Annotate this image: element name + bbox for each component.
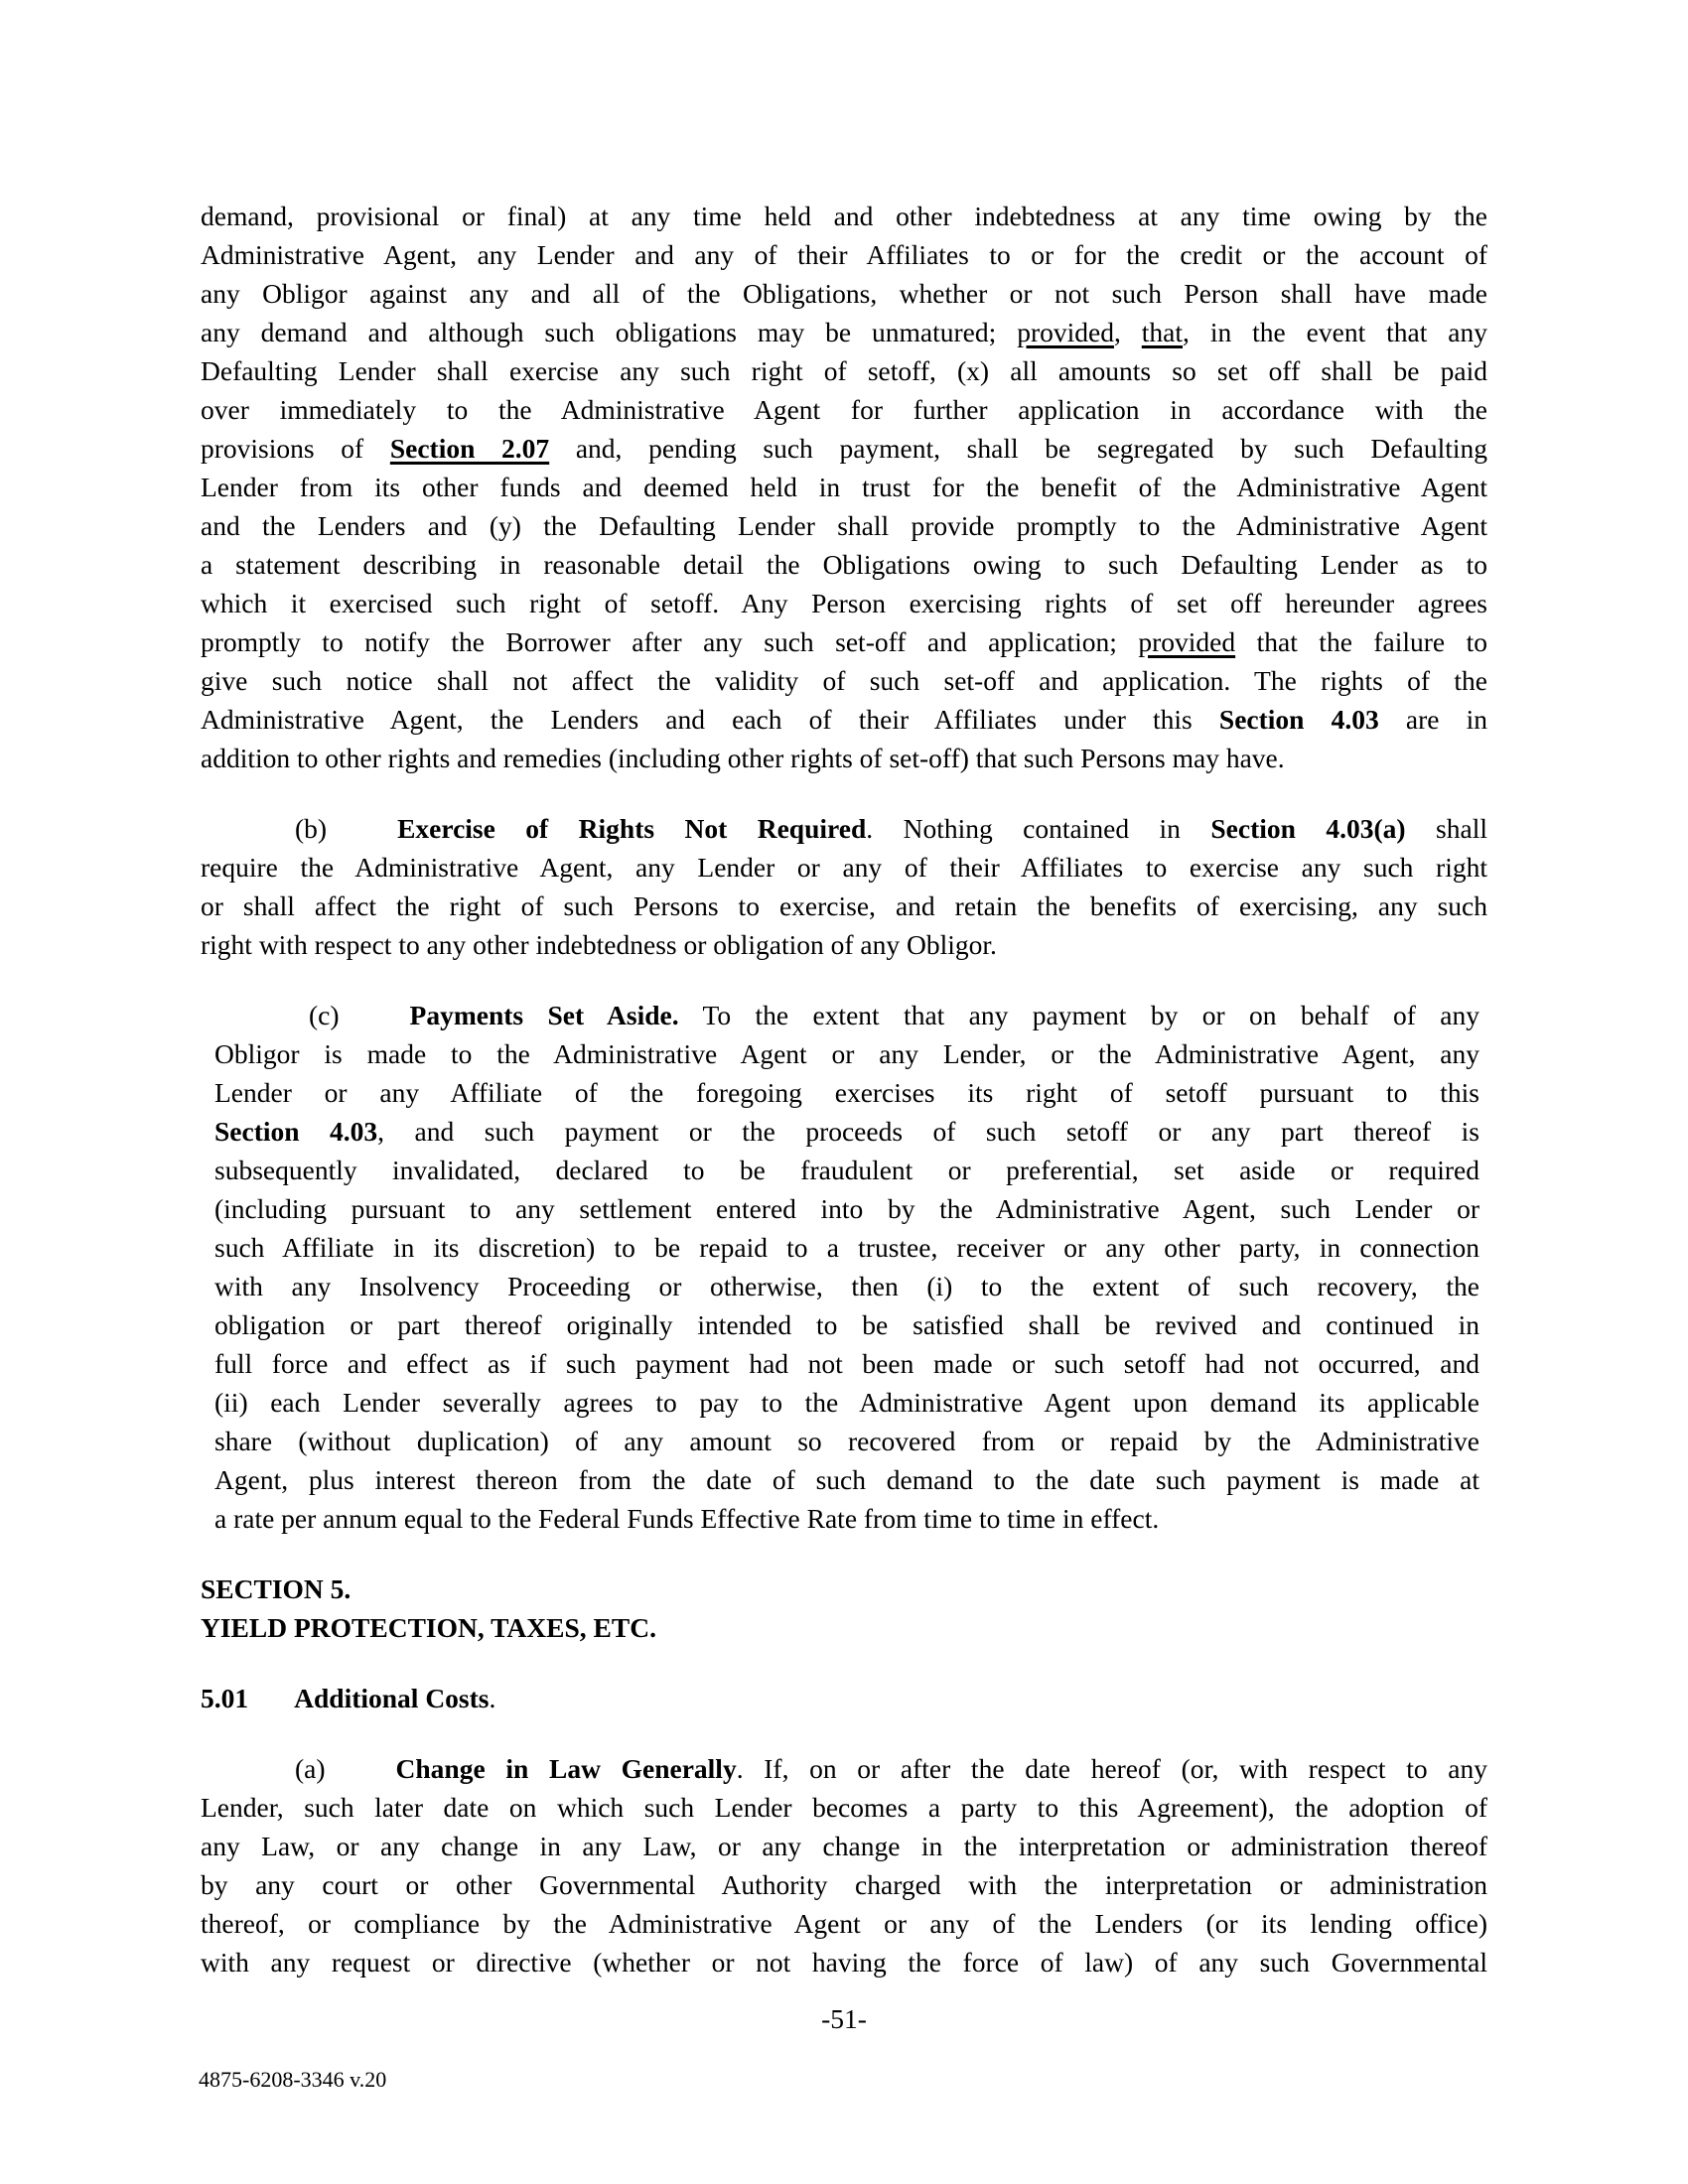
text-segment: thereof, or compliance by the Administrative Agent or any of the Lenders (or its lending office)	[201, 1908, 1487, 1939]
text-line	[201, 235, 1487, 274]
text-segment: demand, provisional or final) at any time held and other indebtedness at any time owing by the	[201, 201, 1487, 231]
text-line	[214, 1189, 1479, 1228]
text-segment: addition to other rights and remedies (including other rights of set-off) that such Persons may have.	[201, 743, 1285, 773]
document-body	[201, 197, 1487, 1981]
text-line	[214, 1034, 1479, 1073]
text-segment: (including pursuant to any settlement entered into by the Administrative Agent, such Lender or	[214, 1193, 1479, 1224]
text-segment: Section 2.07	[389, 433, 550, 464]
text-segment: (c)	[309, 1000, 340, 1030]
text-segment: Section 4.03	[214, 1116, 378, 1147]
text-line	[201, 1749, 1487, 1788]
text-segment: Administrative Agent, any Lender and any of their Affiliates to or for the credit or the account of	[201, 239, 1487, 270]
text-line	[201, 313, 1487, 351]
text-line	[214, 1073, 1479, 1112]
text-segment: subsequently invalidated, declared to be fraudulent or preferential, set aside or required	[214, 1155, 1479, 1185]
text-segment: To the extent that any payment by or on behalf of any	[678, 1000, 1479, 1030]
text-line	[201, 468, 1487, 506]
text-line	[201, 1570, 1487, 1608]
text-segment: Lender, such later date on which such Lender becomes a party to this Agreement), the adoption of	[201, 1792, 1487, 1823]
text-line	[201, 622, 1487, 661]
text-line	[201, 1679, 1487, 1717]
text-segment: provisions of	[201, 433, 390, 464]
text-segment: provided	[1138, 626, 1236, 657]
section-5-heading	[201, 1570, 1487, 1647]
text-line	[214, 1383, 1479, 1422]
text-segment: give such notice shall not affect the validity of such set-off and application. The rights of the	[201, 665, 1487, 696]
text-segment: right with respect to any other indebtedness or obligation of any Obligor.	[201, 929, 997, 960]
text-segment: any Law, or any change in any Law, or any change in the interpretation or administration thereof	[201, 1831, 1487, 1861]
text-segment: Agent, plus interest thereon from the date of such demand to the date such payment is made at	[214, 1464, 1479, 1495]
text-segment: Section 4.03	[1218, 704, 1379, 735]
text-segment: Section 4.03(a)	[1210, 813, 1406, 844]
text-segment: Payments Set Aside.	[409, 1000, 679, 1030]
text-segment: that the failure to	[1235, 626, 1487, 657]
text-line	[214, 1228, 1479, 1267]
paragraph-b-exercise-of-rights	[201, 809, 1487, 964]
text-line	[201, 1943, 1487, 1981]
text-segment: Defaulting Lender shall exercise any such right of setoff, (x) all amounts so set off shall be paid	[201, 355, 1487, 386]
paragraph-c-payments-set-aside	[214, 996, 1479, 1538]
text-segment: Exercise of Rights Not Required	[397, 813, 867, 844]
tab-space	[327, 837, 397, 838]
first-line-indent	[201, 1777, 295, 1778]
text-line	[201, 584, 1487, 622]
text-segment: over immediately to the Administrative Agent for further application in accordance with the	[201, 394, 1487, 425]
text-segment: that	[1141, 317, 1184, 347]
text-segment: Lender from its other funds and deemed held in trust for the benefit of the Administrative Agent	[201, 472, 1487, 502]
text-line	[201, 1788, 1487, 1827]
text-line	[201, 274, 1487, 313]
text-line	[201, 429, 1487, 468]
text-line	[214, 996, 1479, 1034]
text-line	[214, 1112, 1479, 1151]
text-line	[201, 848, 1487, 887]
text-segment: such Affiliate in its discretion) to be repaid to a trustee, receiver or any other party, in connection	[214, 1232, 1479, 1263]
text-line	[201, 1827, 1487, 1865]
text-segment: , in the event that any	[1183, 317, 1487, 347]
tab-space	[248, 1706, 294, 1707]
text-segment: YIELD PROTECTION, TAXES, ETC.	[201, 1612, 656, 1643]
text-segment: require the Administrative Agent, any Lender or any of their Affiliates to exercise any such right	[201, 852, 1487, 883]
text-line	[201, 351, 1487, 390]
text-segment: provided	[1017, 317, 1114, 347]
text-segment: Change in Law Generally	[395, 1753, 737, 1784]
text-line	[201, 197, 1487, 235]
text-line	[201, 506, 1487, 545]
text-segment: which it exercised such right of setoff. Any Person exercising rights of set off hereunder agrees	[201, 588, 1487, 618]
text-line	[214, 1344, 1479, 1383]
text-line	[214, 1460, 1479, 1499]
text-segment: full force and effect as if such payment had not been made or such setoff had not occurred, and	[214, 1348, 1479, 1379]
first-line-indent	[201, 837, 295, 838]
text-segment: . Nothing contained in	[866, 813, 1211, 844]
text-segment: Obligor is made to the Administrative Agent or any Lender, or the Administrative Agent, any	[214, 1038, 1479, 1069]
text-line	[201, 809, 1487, 848]
text-line	[201, 925, 1487, 964]
section-5-01-heading	[201, 1679, 1487, 1717]
text-segment: , and such payment or the proceeds of such setoff or any part thereof is	[377, 1116, 1479, 1147]
text-segment: a rate per annum equal to the Federal Funds Effective Rate from time to time in effect.	[214, 1503, 1160, 1534]
text-segment: obligation or part thereof originally intended to be satisfied shall be revived and continued in	[214, 1309, 1479, 1340]
text-segment: any demand and although such obligations may be unmatured;	[201, 317, 1018, 347]
text-segment: (a)	[295, 1753, 326, 1784]
text-line	[201, 390, 1487, 429]
text-segment: . If, on or after the date hereof (or, with respect to any	[736, 1753, 1487, 1784]
text-line	[201, 1608, 1487, 1647]
paragraph-setoff-continuation	[201, 197, 1487, 777]
text-segment: (ii) each Lender severally agrees to pay to the Administrative Agent upon demand its applicable	[214, 1387, 1479, 1418]
text-segment: or shall affect the right of such Persons to exercise, and retain the benefits of exercising, any such	[201, 890, 1487, 921]
paragraph-a-change-in-law	[201, 1749, 1487, 1981]
text-segment: shall	[1405, 813, 1487, 844]
text-line	[201, 661, 1487, 700]
text-line	[201, 545, 1487, 584]
text-segment: Administrative Agent, the Lenders and each of their Affiliates under this	[201, 704, 1219, 735]
tab-space	[326, 1777, 396, 1778]
text-line	[214, 1305, 1479, 1344]
text-segment: by any court or other Governmental Authority charged with the interpretation or administration	[201, 1869, 1487, 1900]
text-segment: share (without duplication) of any amount so recovered from or repaid by the Administrative	[214, 1426, 1479, 1456]
text-segment: .	[489, 1683, 496, 1713]
text-segment: any Obligor against any and all of the Obligations, whether or not such Person shall have made	[201, 278, 1487, 309]
text-line	[201, 1904, 1487, 1943]
text-line	[214, 1499, 1479, 1538]
text-line	[201, 739, 1487, 777]
text-line	[201, 1865, 1487, 1904]
text-segment: (b)	[295, 813, 328, 844]
text-line	[214, 1422, 1479, 1460]
text-segment: are in	[1378, 704, 1487, 735]
text-line	[201, 887, 1487, 925]
text-line	[214, 1151, 1479, 1189]
text-segment: Additional Costs	[294, 1683, 490, 1713]
text-line	[214, 1267, 1479, 1305]
text-segment: 5.01	[201, 1683, 249, 1713]
document-id-footer: 4875-6208-3346 v.20	[199, 2067, 387, 2092]
page-number: -51-	[821, 2003, 867, 2034]
text-segment: a statement describing in reasonable detail the Obligations owing to such Defaulting Lender as to	[201, 549, 1487, 580]
text-segment: Lender or any Affiliate of the foregoing exercises its right of setoff pursuant to this	[214, 1077, 1479, 1108]
text-segment: ,	[1113, 317, 1142, 347]
text-segment: promptly to notify the Borrower after any such set-off and application;	[201, 626, 1139, 657]
text-segment: and, pending such payment, shall be segregated by such Defaulting	[549, 433, 1487, 464]
text-line	[201, 700, 1487, 739]
text-segment: and the Lenders and (y) the Defaulting Lender shall provide promptly to the Administrative Agent	[201, 510, 1487, 541]
text-segment: with any request or directive (whether or not having the force of law) of any such Governmental	[201, 1947, 1487, 1978]
text-segment: SECTION 5.	[201, 1573, 352, 1604]
text-segment: with any Insolvency Proceeding or otherwise, then (i) to the extent of such recovery, the	[214, 1271, 1479, 1301]
